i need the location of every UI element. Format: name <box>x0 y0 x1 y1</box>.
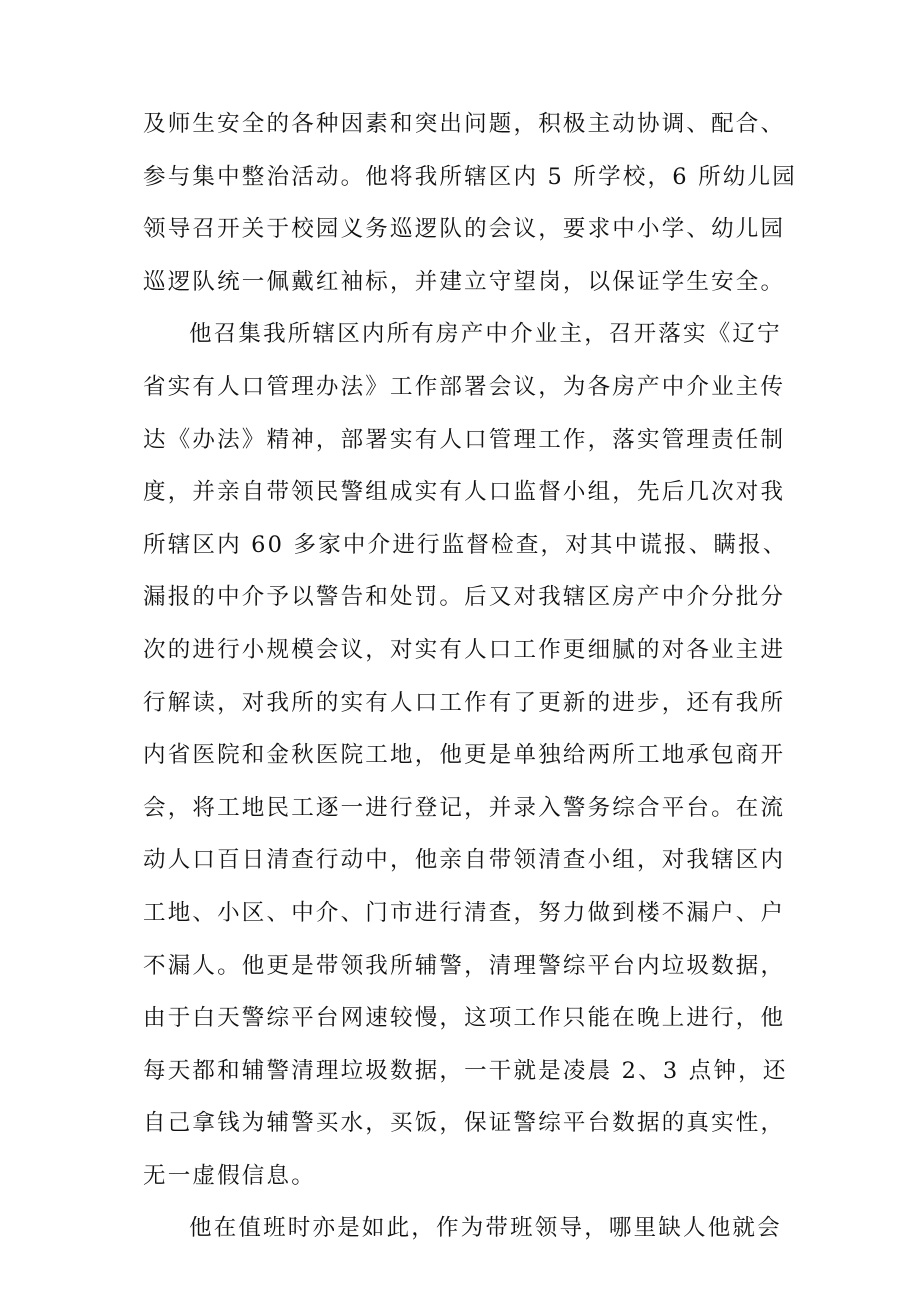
text-line-8: 度，并亲自带领民警组成实有人口监督小组，先后几次对我 <box>143 479 786 506</box>
text-line-19: 每天都和辅警清理垃圾数据，一干就是凌晨 2、3 点钟，还 <box>143 1057 788 1084</box>
text-line-20: 自己拿钱为辅警买水，买饭，保证警综平台数据的真实性， <box>143 1110 786 1137</box>
text-line-3: 领导召开关于校园义务巡逻队的会议，要求中小学、幼儿园 <box>143 216 786 243</box>
text-line-2: 参与集中整治活动。他将我所辖区内 5 所学校，6 所幼儿园 <box>143 163 797 190</box>
text-line-10: 漏报的中介予以警告和处罚。后又对我辖区房产中介分批分 <box>143 584 786 611</box>
text-line-15: 动人口百日清查行动中，他亲自带领清查小组，对我辖区内 <box>143 847 786 874</box>
paragraph-2-line-1: 他召集我所辖区内所有房产中介业主，召开落实《辽宁 <box>189 321 782 348</box>
text-line-4: 巡逻队统一佩戴红袖标，并建立守望岗，以保证学生安全。 <box>143 268 786 295</box>
text-line-6: 省实有人口管理办法》工作部署会议，为各房产中介业主传 <box>143 373 786 400</box>
text-line-12: 行解读，对我所的实有人口工作有了更新的进步，还有我所 <box>143 689 786 716</box>
text-line-14: 会，将工地民工逐一进行登记，并录入警务综合平台。在流 <box>143 794 786 821</box>
paragraph-3-line-1: 他在值班时亦是如此，作为带班领导，哪里缺人他就会 <box>189 1215 782 1242</box>
text-line-17: 不漏人。他更是带领我所辅警，清理警综平台内垃圾数据， <box>143 952 786 979</box>
text-line-16: 工地、小区、中介、门市进行清查，努力做到楼不漏户、户 <box>143 899 786 926</box>
document-body <box>143 98 797 1255</box>
text-line-13: 内省医院和金秋医院工地，他更是单独给两所工地承包商开 <box>143 742 786 769</box>
text-line-9: 所辖区内 60 多家中介进行监督检查，对其中谎报、瞒报、 <box>143 531 788 558</box>
text-line-21: 无一虚假信息。 <box>143 1162 316 1189</box>
text-line-18: 由于白天警综平台网速较慢，这项工作只能在晚上进行，他 <box>143 1005 786 1032</box>
text-line-11: 次的进行小规模会议，对实有人口工作更细腻的对各业主进 <box>143 636 786 663</box>
text-line-7: 达《办法》精神，部署实有人口管理工作，落实管理责任制 <box>143 426 786 453</box>
text-line-1: 及师生安全的各种因素和突出问题，积极主动协调、配合、 <box>143 111 786 137</box>
